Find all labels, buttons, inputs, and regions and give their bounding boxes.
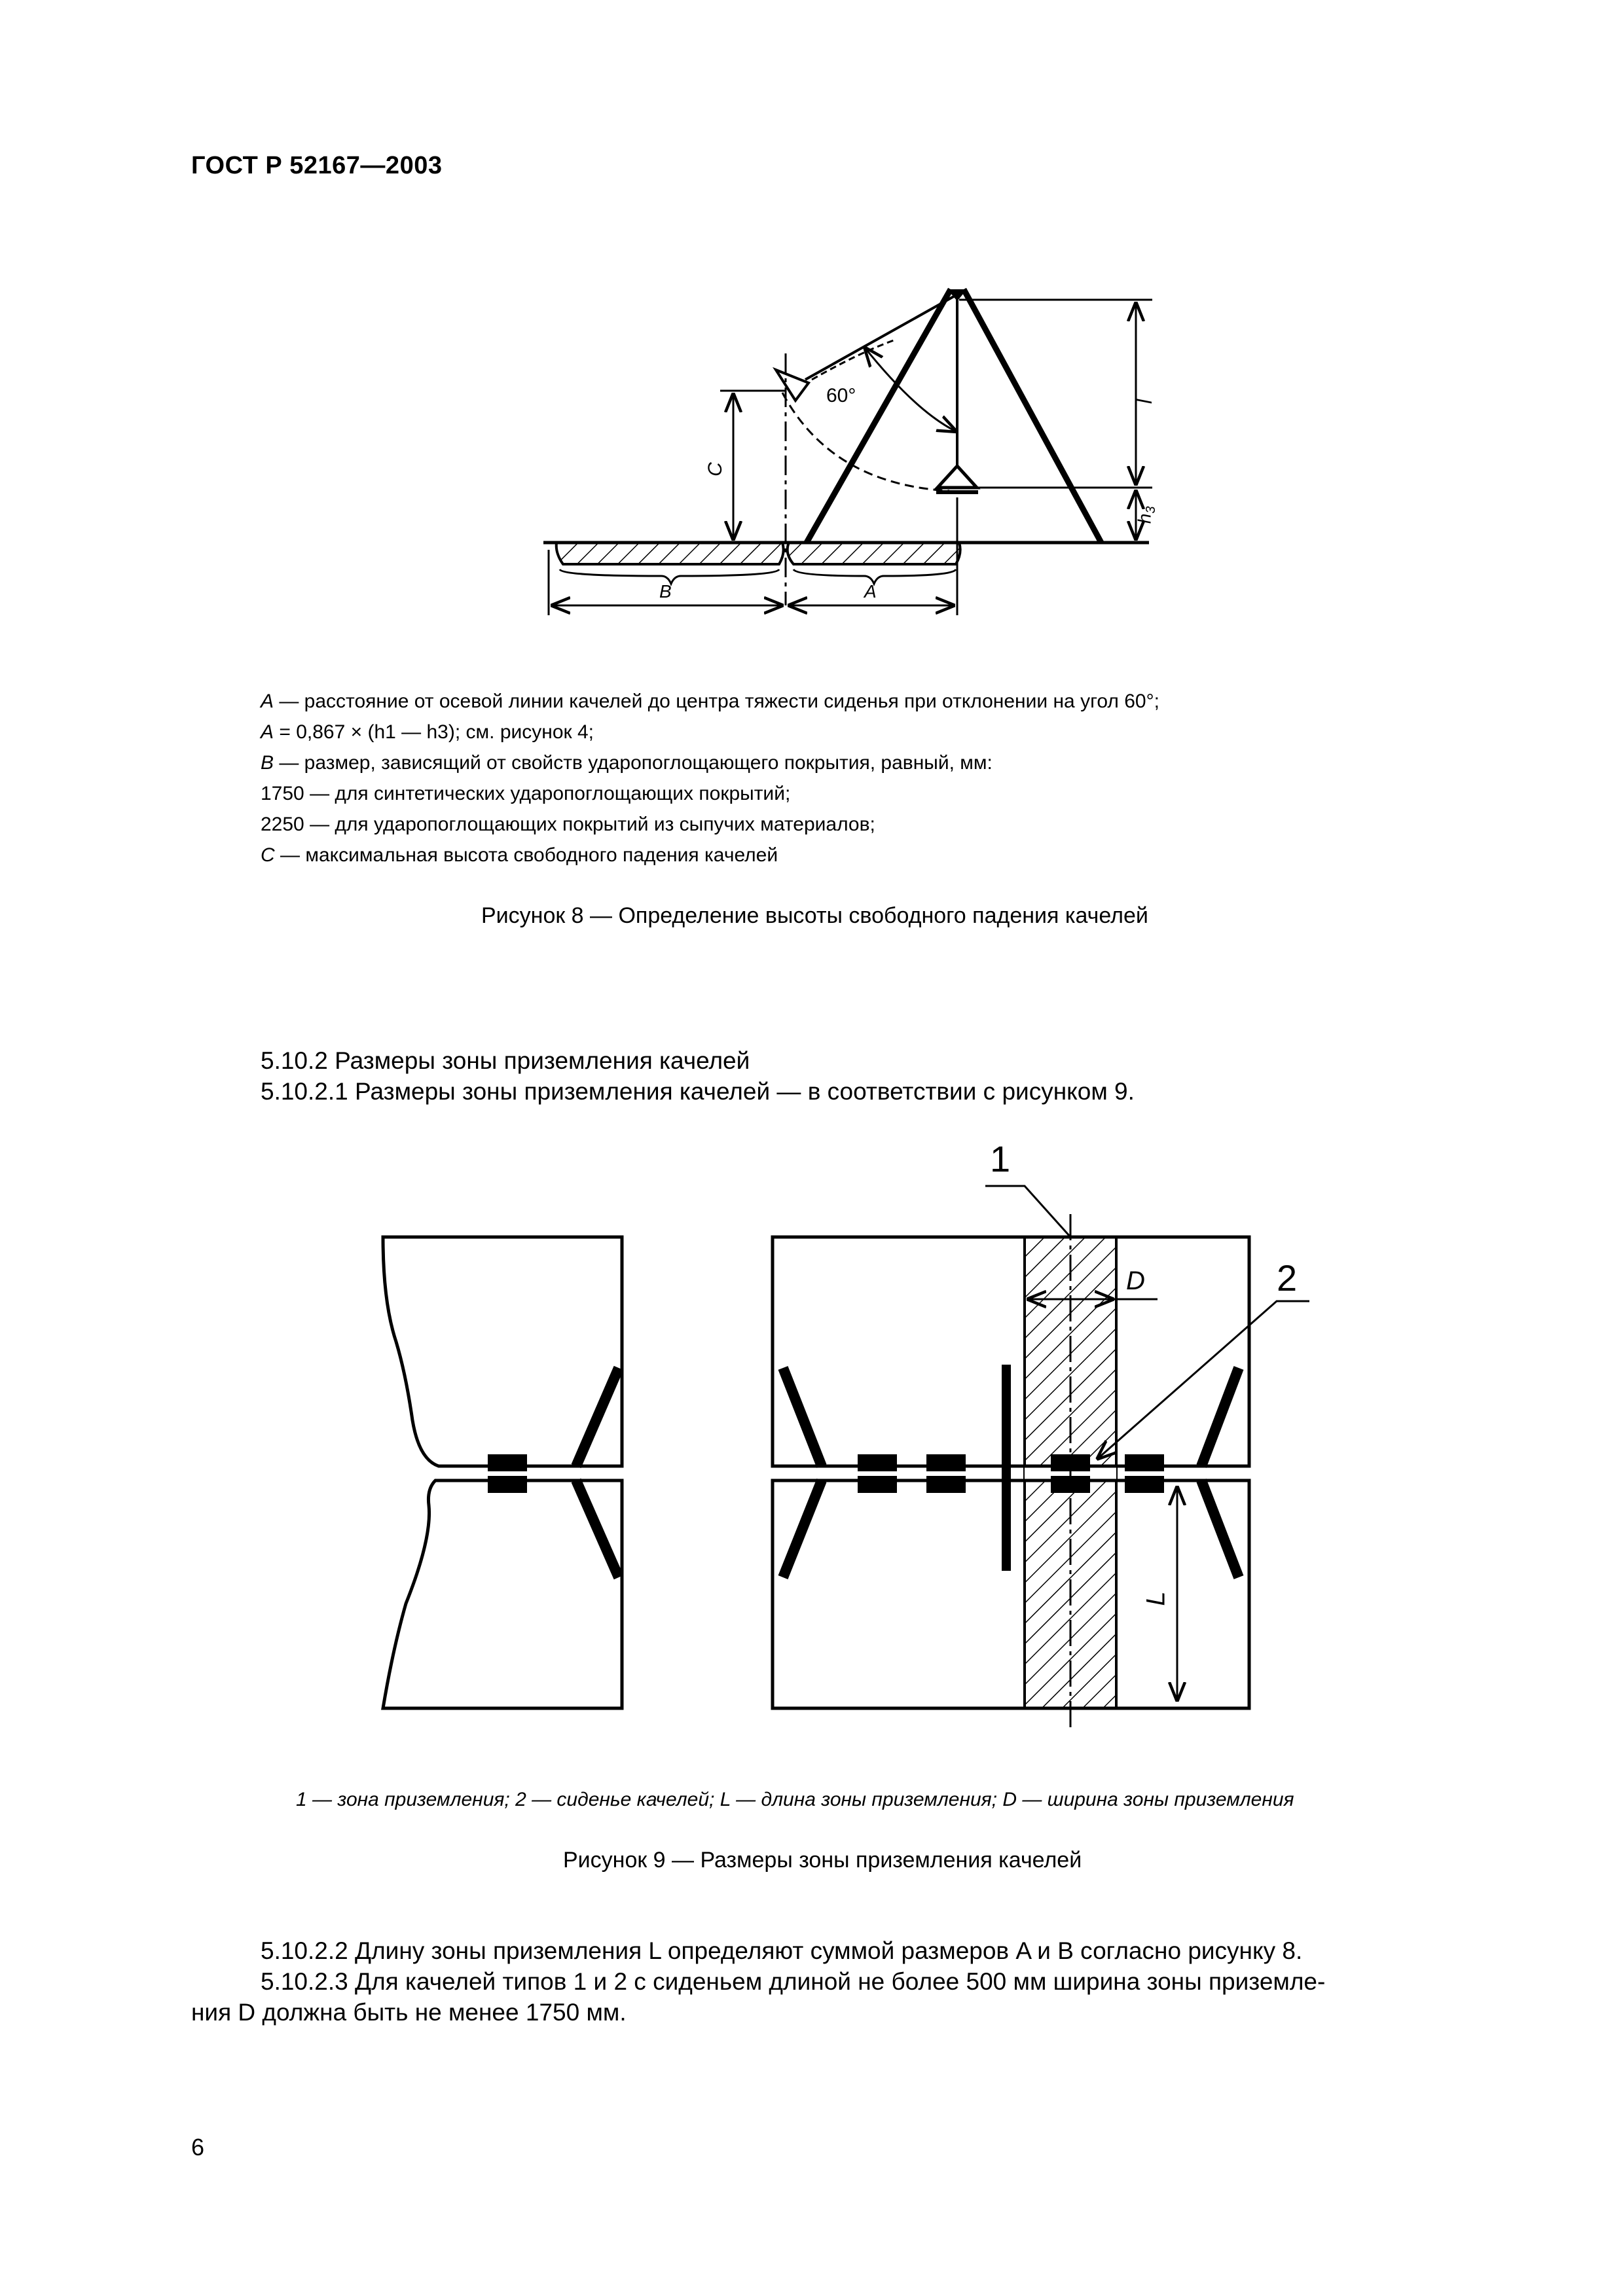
callout-2: 2 [1277, 1257, 1298, 1299]
paragraph-5-10-2-3-line2: ния D должна быть не менее 1750 мм. [191, 1999, 627, 2026]
surface-b [556, 543, 784, 564]
leader-1 [985, 1186, 1070, 1237]
h3-label: $h_3$ [1134, 506, 1159, 524]
legend-line-1: A — расстояние от осевой линии качелей до центра тяжести сиденья при отклонении на угол 60°; [261, 691, 1159, 712]
figure-9-caption: Рисунок 9 — Размеры зоны приземления качелей [563, 1848, 1082, 1873]
l-label: l [1133, 399, 1157, 404]
page-number: 6 [191, 2134, 205, 2161]
d-label: D [1126, 1266, 1145, 1295]
legend-line-2: A = 0,867 × (h1 — h3); см. рисунок 4; [261, 721, 594, 743]
surface-a [788, 543, 960, 564]
document-header: ГОСТ Р 52167—2003 [191, 152, 443, 179]
frame-leg-right [964, 289, 1101, 543]
angle-label: 60° [826, 385, 856, 406]
section-heading-5-10-2-1: 5.10.2.1 Размеры зоны приземления качелей — в соответствии с рисунком 9. [261, 1078, 1135, 1105]
paragraph-5-10-2-2: 5.10.2.2 Длину зоны приземления L определяют суммой размеров A и B согласно рисунку 8. [261, 1937, 1303, 1964]
legend-line-6: C — максимальная высота свободного падения качелей [261, 844, 778, 866]
c-label: C [704, 462, 726, 476]
seat-rest [938, 466, 977, 488]
legend-line-5: 2250 — для ударопоглощающих покрытий из сыпучих материалов; [261, 814, 875, 835]
leader-2 [1097, 1301, 1309, 1460]
frame-leg-left [807, 289, 951, 543]
figure-8-caption: Рисунок 8 — Определение высоты свободного падения качелей [481, 903, 1148, 928]
a-label: A [864, 581, 877, 601]
section-heading-5-10-2: 5.10.2 Размеры зоны приземления качелей [261, 1047, 750, 1074]
legend-line-4: 1750 — для синтетических ударопоглощающих покрытий; [261, 783, 791, 804]
paragraph-5-10-2-3-line1: 5.10.2.3 Для качелей типов 1 и 2 с сиденьем длиной не более 500 мм ширина зоны приземле- [261, 1968, 1326, 1995]
L-label: L [1141, 1591, 1171, 1606]
legend-line-3: B — размер, зависящий от свойств ударопоглощающего покрытия, равный, мм: [261, 752, 993, 774]
b-label: B [659, 581, 672, 601]
callout-1: 1 [990, 1138, 1011, 1179]
seat-deflected [776, 370, 809, 401]
figure-9-legend: 1 — зона приземления; 2 — сиденье качелей; L — длина зоны приземления; D — ширина зоны приземления [296, 1789, 1294, 1810]
